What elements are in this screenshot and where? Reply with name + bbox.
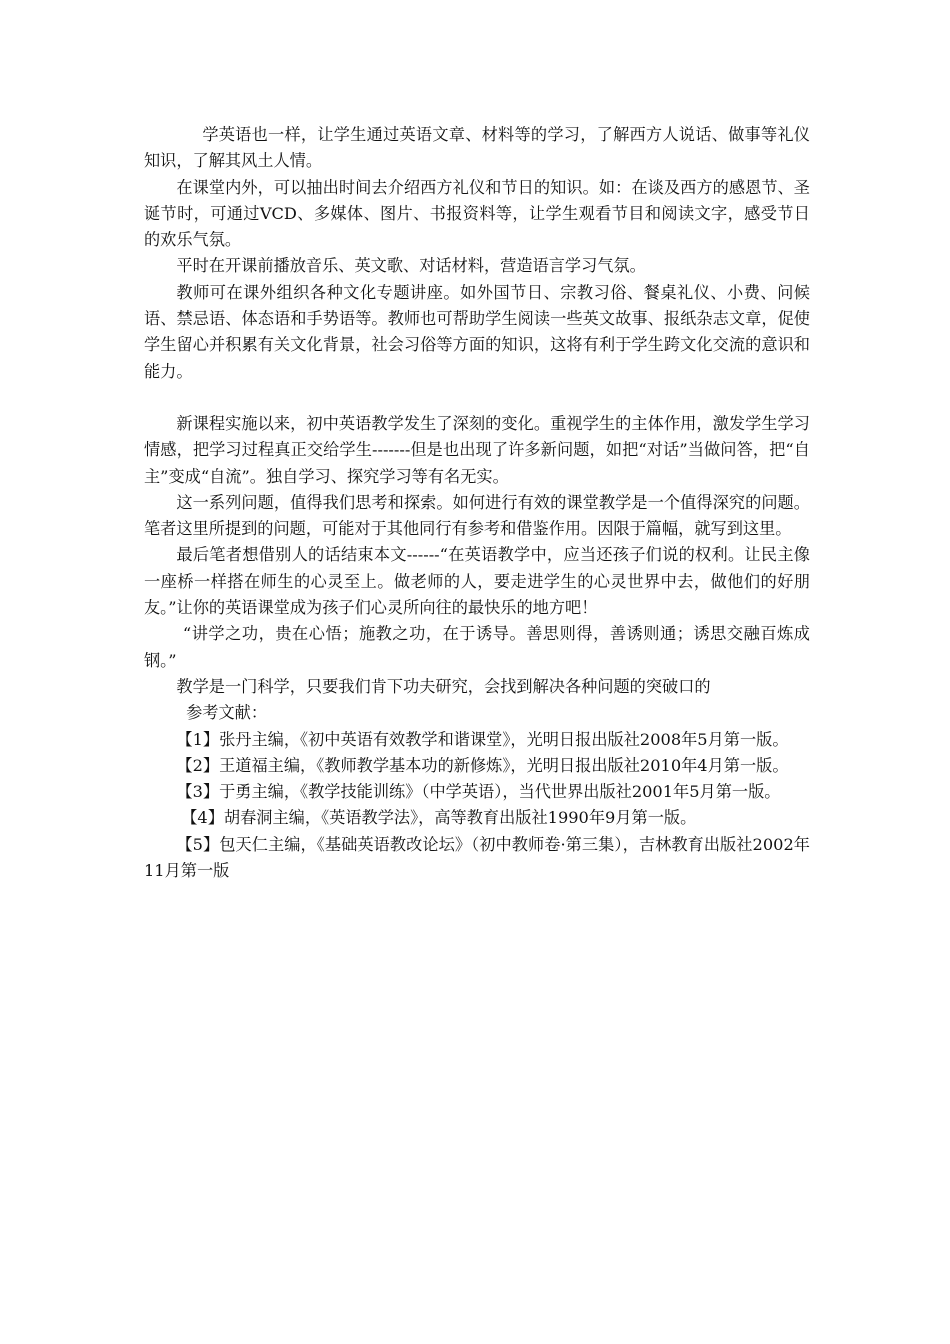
reference-item-1: 【1】张丹主编，《初中英语有效教学和谐课堂》，光明日报出版社2008年5月第一版。: [176, 729, 789, 749]
paragraph-culture-intro: 学英语也一样，让学生通过英语文章、材料等的学习，了解西方人说话、做事等礼仪知识，了解其风土人情。: [144, 125, 810, 171]
paragraph-etiquette-festivals: 在课堂内外，可以抽出时间去介绍西方礼仪和节日的知识。如：在谈及西方的感恩节、圣诞节时，可通过VCD、多媒体、图片、书报资料等，让学生观看节目和阅读文字，感受节日的欢乐气氛。: [144, 177, 810, 250]
document-body: [144, 122, 810, 884]
reference-item-2: 【2】王道福主编，《教师教学基本功的新修炼》，光明日报出版社2010年4月第一版。: [176, 755, 789, 775]
reference-item-3: 【3】于勇主编，《教学技能训练》（中学英语），当代世界出版社2001年5月第一版。: [176, 782, 781, 802]
paragraph-problems: 这一系列问题，值得我们思考和探索。如何进行有效的课堂教学是一个值得深究的问题。笔者这里所提到的问题，可能对于其他同行有参考和借鉴作用。因限于篇幅，就写到这里。: [144, 492, 810, 539]
quote-paragraph: “讲学之功，贵在心悟；施教之功，在于诱导。善思则得，善诱则通；诱思交融百炼成钢。”: [144, 624, 810, 670]
paragraph-cultural-lectures: 教师可在课外组织各种文化专题讲座。如外国节日、宗教习俗、餐桌礼仪、小费、问候语、禁忌语、体态语和手势语等。教师也可帮助学生阅读一些英文故事、报纸杂志文章，促使学生留心并积累有关文化背景，社会习俗等方面的知识，这将有利于学生跨文化交流的意识和能力。: [144, 282, 810, 381]
paragraph-gap: [144, 385, 810, 411]
references-heading: 参考文献：: [186, 703, 268, 723]
closing-paragraph: 教学是一门科学，只要我们肯下功夫研究，会找到解决各种问题的突破口的: [176, 676, 711, 696]
reference-item-5: 【5】包天仁主编，《基础英语教改论坛》（初中教师卷·第三集），吉林教育出版社2002年11月第一版: [144, 834, 810, 881]
reference-item-4: 【4】胡春洞主编，《英语教学法》，高等教育出版社1990年9月第一版。: [181, 808, 697, 828]
paragraph-music-before-class: 平时在开课前播放音乐、英文歌、对话材料，营造语言学习气氛。: [176, 256, 646, 276]
paragraph-new-curriculum: 新课程实施以来，初中英语教学发生了深刻的变化。重视学生的主体作用，激发学生学习情感，把学习过程真正交给学生-------但是也出现了许多新问题，如把“对话”当做问答，把“自主”变成“自流”。独自学习、探究学习等有名无实。: [144, 413, 810, 486]
paragraph-conclusion: 最后笔者想借别人的话结束本文------“在英语教学中，应当还孩子们说的权利。让民主像一座桥一样搭在师生的心灵至上。做老师的人，要走进学生的心灵世界中去，做他们的好朋友。”让你的英语课堂成为孩子们心灵所向往的最快乐的地方吧！: [144, 545, 810, 618]
